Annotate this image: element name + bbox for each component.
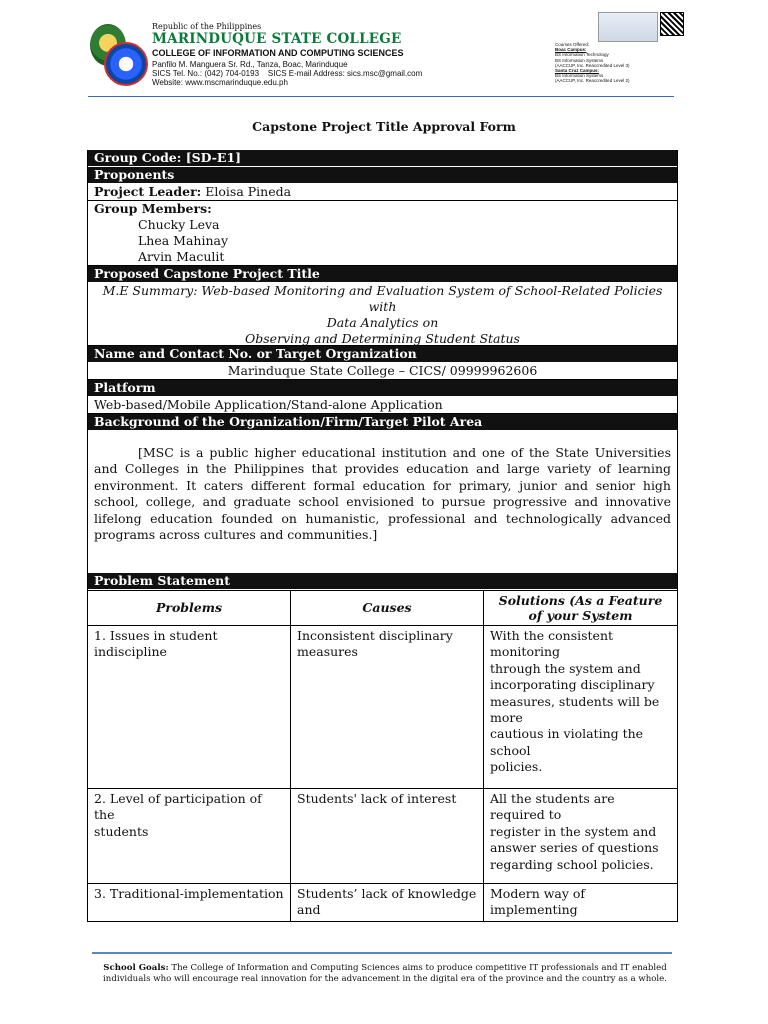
group-members-row — [88, 201, 677, 266]
cause-cell: Inconsistent disciplinary measures — [291, 626, 484, 789]
problem-line: students — [94, 823, 149, 839]
school-goals-label: School Goals: — [103, 963, 169, 973]
problem-cell: 3. Traditional-implementation — [88, 884, 291, 922]
courses-offered — [555, 42, 629, 84]
contact-info: SICS Tel. No.: (042) 704-0193 SICS E-mail Address: sics.msc@gmail.com — [152, 69, 423, 78]
header-divider — [88, 96, 674, 97]
santa-cruz-campus-label: Santa Cruz Campus: — [555, 68, 600, 74]
problem-cell — [88, 789, 291, 884]
problem-cell: 1. Issues in student indiscipline — [88, 626, 291, 789]
accreditation-note: (AACCUP, Inc. Reaccredited Level 2) — [555, 78, 630, 84]
group-code: Group Code: [SD-E1] — [88, 150, 677, 167]
address: Panfilo M. Manguera Sr. Rd., Tanza, Boac, Marinduque — [152, 60, 348, 69]
approval-form — [87, 150, 678, 922]
group-member: Chucky Leva — [138, 217, 220, 232]
project-title-line: M.E Summary: Web-based Monitoring and Evaluation System of School-Related Policies with — [102, 283, 663, 314]
background-text — [88, 431, 677, 573]
table-row — [88, 626, 677, 789]
solution-cell: Modern way of implementing — [484, 884, 678, 922]
platform-value: Web-based/Mobile Application/Stand-alone Application — [88, 397, 677, 414]
accreditation-note: (AACCUP, Inc. Reaccredited Level 3) — [555, 62, 630, 68]
course-item: BS Information Systems — [555, 57, 604, 63]
project-title — [88, 283, 677, 346]
proponents-header: Proponents — [88, 167, 677, 184]
cics-logo — [104, 42, 148, 86]
background-paragraph: [MSC is a public higher educational institution and one of the State Universities and Colleges in the Philippines that provides education and large variety of learning environment. It caters different formal education for primary, junior and senior high school, college, and graduate school envisioned to pursue progressive and innovative lifelong education founded on humanistic, professional and technologically advanced programs across cultures and communities.] — [94, 445, 671, 543]
platform-header: Platform — [88, 380, 677, 397]
table-row — [88, 789, 677, 884]
school-goals — [90, 963, 680, 985]
column-header-problems: Problems — [88, 591, 291, 626]
organization-header: Name and Contact No. or Target Organization — [88, 346, 677, 363]
background-header: Background of the Organization/Firm/Target Pilot Area — [88, 414, 677, 431]
solution-line: All the students are required to — [490, 791, 615, 823]
footer-divider — [92, 952, 672, 954]
column-header-solutions: Solutions (As a Feature of your System — [484, 591, 678, 626]
problem-table — [88, 590, 677, 922]
solution-line: cautious in violating the school — [490, 726, 644, 758]
solution-line: register in the system and answer series of questions regarding school policies. — [490, 823, 659, 872]
form-title: Capstone Project Title Approval Form — [252, 119, 516, 134]
group-member: Lhea Mahinay — [138, 233, 229, 248]
project-title-line: Data Analytics on — [326, 315, 439, 330]
solution-cell — [484, 789, 678, 884]
department-name: COLLEGE OF INFORMATION AND COMPUTING SCIENCES — [152, 48, 404, 58]
college-name: MARINDUQUE STATE COLLEGE — [152, 31, 402, 47]
qr-code-icon — [660, 12, 684, 36]
solution-line: through the system and incorporating disciplinary measures, students will be more — [490, 660, 660, 726]
course-item: BS Information Systems — [555, 73, 604, 79]
organization-value: Marinduque State College – CICS/ 09999962606 — [88, 363, 677, 380]
group-member: Arvin Maculit — [138, 249, 225, 264]
problem-line: 2. Level of participation of the — [94, 791, 262, 823]
table-row — [88, 884, 677, 922]
solution-line: policies. — [490, 759, 543, 775]
certification-badge-icon — [598, 12, 658, 42]
school-goals-text: The College of Information and Computing Sciences aims to produce competitive IT professionals and IT enabled individuals who will encourage real innovation for the advancement in the digital era of the province and the country as a whole. — [103, 963, 667, 984]
courses-title: Courses Offered: — [555, 42, 590, 47]
table-header-row — [88, 591, 677, 626]
problem-statement-header: Problem Statement — [88, 573, 677, 590]
group-members-label: Group Members: — [94, 201, 212, 216]
republic-label: Republic of the Philippines — [152, 22, 262, 31]
column-header-causes: Causes — [291, 591, 484, 626]
project-leader-label: Project Leader: — [94, 184, 202, 199]
project-leader-name: Eloisa Pineda — [201, 184, 292, 199]
boac-campus-label: Boac Campus: — [555, 47, 587, 53]
project-title-line: Observing and Determining Student Status — [245, 331, 520, 346]
project-title-header: Proposed Capstone Project Title — [88, 266, 677, 283]
cause-cell: Students' lack of interest — [291, 789, 484, 884]
solution-cell — [484, 626, 678, 789]
cause-cell: Students’ lack of knowledge and — [291, 884, 484, 922]
project-leader-row — [88, 184, 677, 201]
course-item: BS Information Technology — [555, 52, 609, 58]
solution-line: With the consistent monitoring — [490, 628, 614, 660]
website: Website: www.mscmarinduque.edu.ph — [152, 78, 288, 87]
